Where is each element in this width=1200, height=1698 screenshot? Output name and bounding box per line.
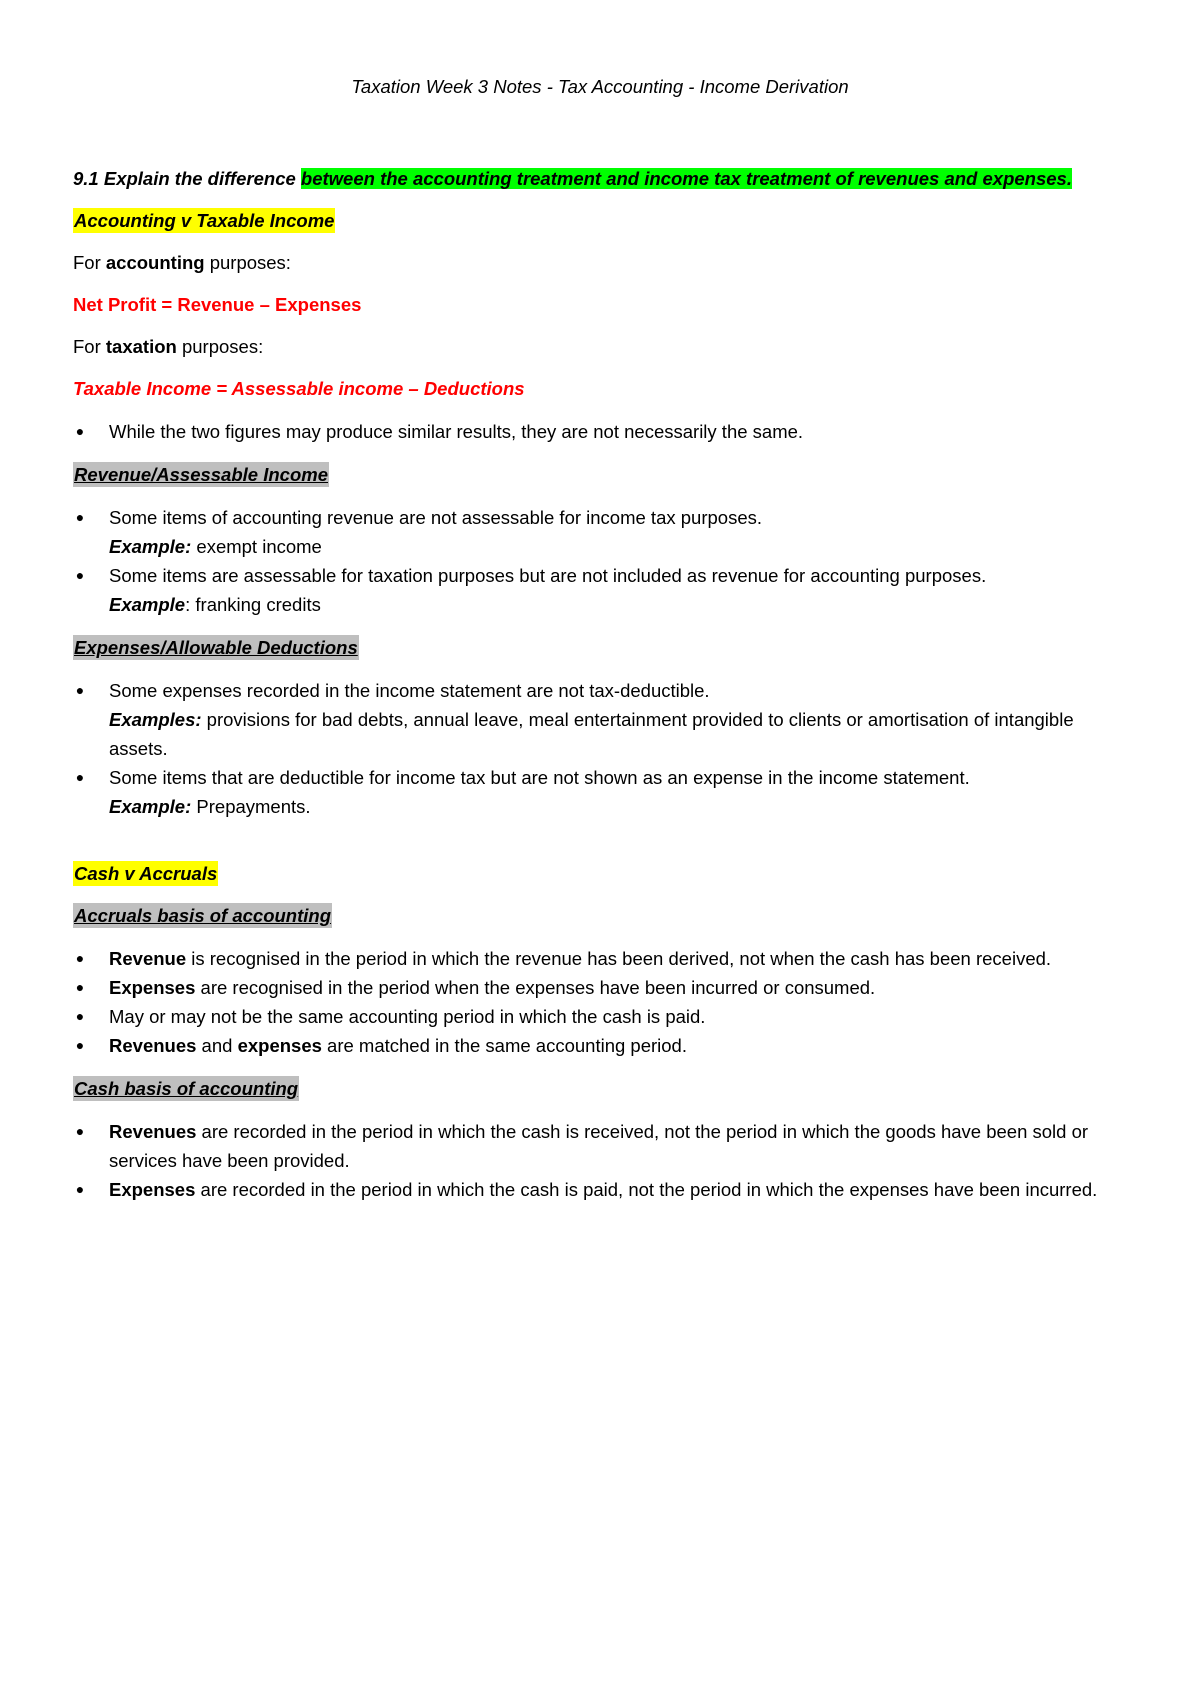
bullet-icon: ● bbox=[75, 769, 85, 785]
objective-highlight: between the accounting treatment and income tax treatment of revenues and expenses. bbox=[300, 168, 1072, 189]
subheading-revenue-assessable: Revenue/Assessable Income bbox=[74, 464, 328, 485]
document-title: Taxation Week 3 Notes - Tax Accounting - Income Derivation bbox=[351, 76, 849, 97]
document-body bbox=[73, 165, 1133, 1219]
list-item: ● Revenue is recognised in the period in which the revenue has been derived, not when the cash has been received. bbox=[73, 944, 1133, 973]
expenses-bullet-list bbox=[73, 676, 1133, 821]
bullet-icon: ● bbox=[75, 1008, 85, 1024]
revenue-bullet-list bbox=[73, 503, 1133, 619]
list-item: ● Revenues are recorded in the period in which the cash is received, not the period in which the goods have been sold or services have been provided. bbox=[73, 1117, 1133, 1175]
objective-prefix: 9.1 Explain the difference bbox=[73, 168, 301, 189]
net-profit-formula: Net Profit = Revenue – Expenses bbox=[73, 294, 362, 315]
accruals-bullet-list bbox=[73, 944, 1133, 1060]
bullet-icon: ● bbox=[75, 1123, 85, 1139]
bullet-icon: ● bbox=[75, 1181, 85, 1197]
cash-bullet-list bbox=[73, 1117, 1133, 1204]
comparison-bullet-list bbox=[73, 417, 1133, 446]
list-item: ● Some items that are deductible for income tax but are not shown as an expense in the income statement. Example: Prepayments. bbox=[73, 763, 1133, 821]
bullet-icon: ● bbox=[75, 567, 85, 583]
list-item: ● May or may not be the same accounting period in which the cash is paid. bbox=[73, 1002, 1133, 1031]
list-item: ● Some items of accounting revenue are not assessable for income tax purposes. Example: exempt income bbox=[73, 503, 1133, 561]
list-item: ● Revenues and expenses are matched in the same accounting period. bbox=[73, 1031, 1133, 1060]
list-item: ● Expenses are recorded in the period in which the cash is paid, not the period in which the expenses have been incurred. bbox=[73, 1175, 1133, 1204]
list-item: ● Some items are assessable for taxation purposes but are not included as revenue for accounting purposes. Example: franking credits bbox=[73, 561, 1133, 619]
bullet-icon: ● bbox=[75, 682, 85, 698]
taxable-income-formula: Taxable Income = Assessable income – Deductions bbox=[73, 378, 525, 399]
bullet-icon: ● bbox=[75, 950, 85, 966]
spacer bbox=[73, 836, 1133, 860]
bullet-icon: ● bbox=[75, 1037, 85, 1053]
list-item: ● While the two figures may produce similar results, they are not necessarily the same. bbox=[73, 417, 1133, 446]
subheading-expenses-deductions: Expenses/Allowable Deductions bbox=[74, 637, 358, 658]
section-heading-accounting-v-taxable: Accounting v Taxable Income bbox=[74, 210, 335, 231]
bullet-icon: ● bbox=[75, 423, 85, 439]
subheading-cash-basis: Cash basis of accounting bbox=[74, 1078, 299, 1099]
learning-objective bbox=[73, 165, 1133, 192]
bullet-icon: ● bbox=[75, 979, 85, 995]
taxation-purposes-line: For taxation purposes: bbox=[73, 336, 264, 357]
subheading-accruals-basis: Accruals basis of accounting bbox=[74, 905, 332, 926]
bullet-icon: ● bbox=[75, 509, 85, 525]
accounting-purposes-line: For accounting purposes: bbox=[73, 252, 291, 273]
section-heading-cash-v-accruals: Cash v Accruals bbox=[74, 863, 218, 884]
list-item: ● Expenses are recognised in the period when the expenses have been incurred or consumed. bbox=[73, 973, 1133, 1002]
list-item: ● Some expenses recorded in the income statement are not tax-deductible. Examples: provisions for bad debts, annual leave, meal entertainment provided to clients or amortisation of intangible assets. bbox=[73, 676, 1133, 763]
